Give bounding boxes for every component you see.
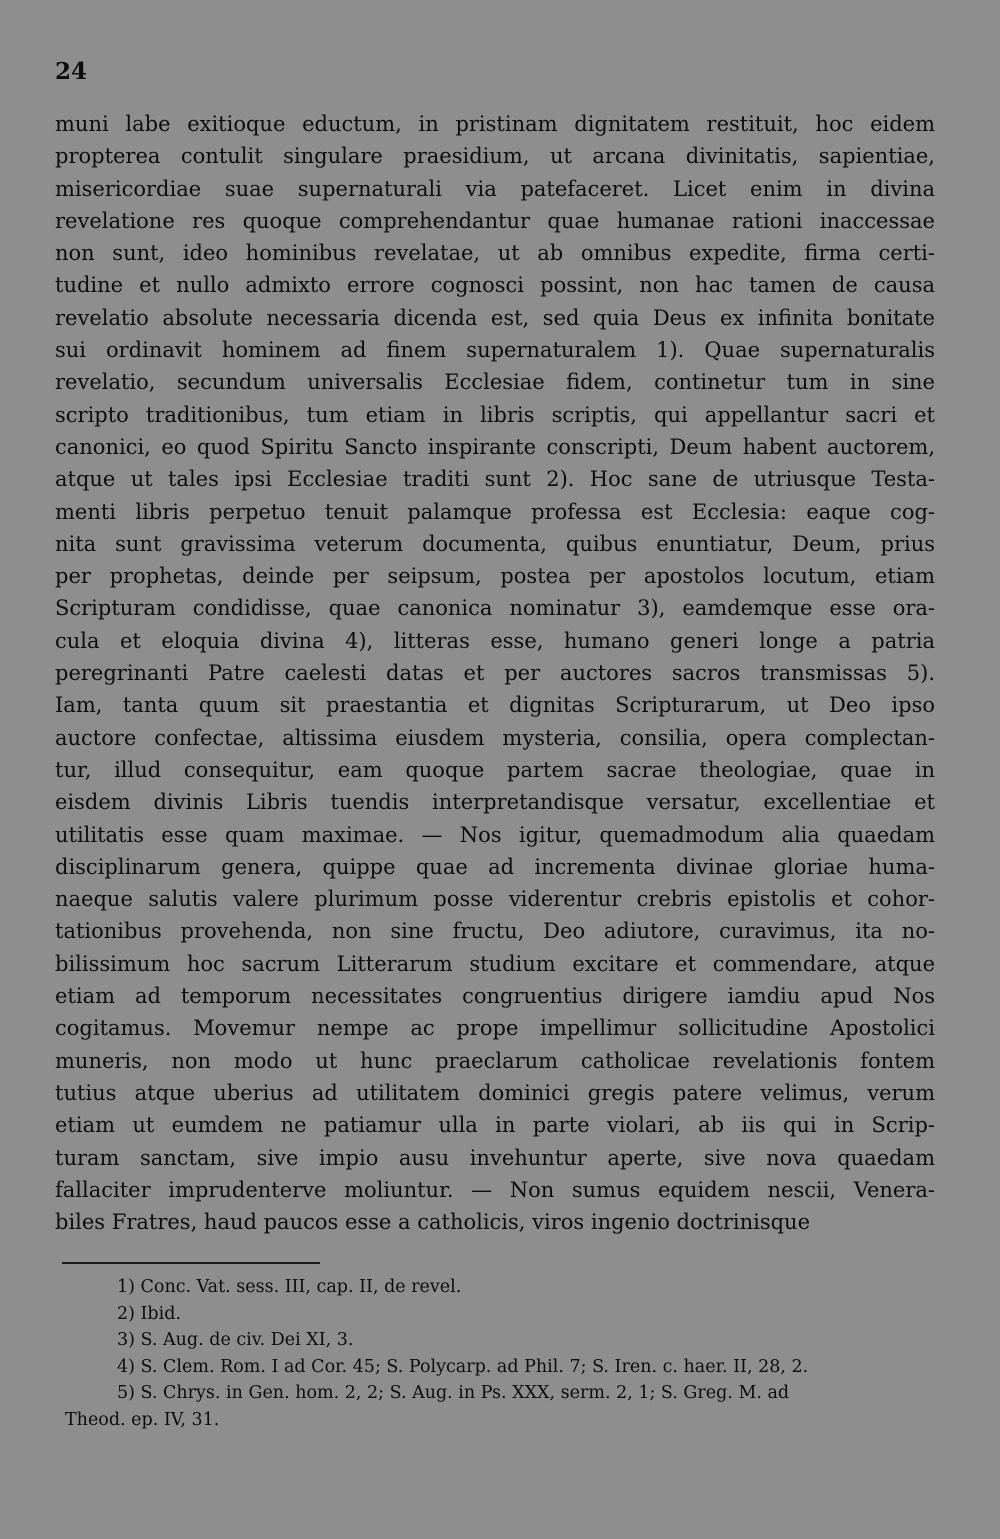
footnote-continuation: Theod. ep. IV, 31. bbox=[65, 1409, 220, 1430]
footnote: 1) Conc. Vat. sess. III, cap. II, de revel. bbox=[117, 1277, 462, 1297]
footnote-divider bbox=[62, 1262, 320, 1264]
text-line: tur, illud consequitur, eam quoque partem sacrae theologiae, quae in bbox=[55, 757, 935, 782]
text-line: muneris, non modo ut hunc praeclarum catholicae revelationis fontem bbox=[55, 1048, 935, 1073]
footnote: 4) S. Clem. Rom. I ad Cor. 45; S. Polycarp. ad Phil. 7; S. Iren. c. haer. II, 28, 2. bbox=[117, 1356, 809, 1377]
text-line: revelatio absolute necessaria dicenda est, sed quia Deus ex infinita bonitate bbox=[55, 305, 935, 330]
text-line: utilitatis esse quam maximae. — Nos igitur, quemadmodum alia quaedam bbox=[55, 822, 935, 847]
text-line: misericordiae suae supernaturali via patefaceret. Licet enim in divina bbox=[55, 176, 935, 201]
text-line: atque ut tales ipsi Ecclesiae traditi sunt 2). Hoc sane de utriusque Testa- bbox=[55, 467, 935, 492]
text-line: sui ordinavit hominem ad finem supernaturalem 1). Quae supernaturalis bbox=[55, 338, 935, 363]
text-line: tutius atque uberius ad utilitatem dominici gregis patere velimus, verum bbox=[55, 1080, 935, 1105]
text-line: Scripturam condidisse, quae canonica nominatur 3), eamdemque esse ora- bbox=[55, 596, 935, 621]
text-line: naeque salutis valere plurimum posse viderentur crebris epistolis et cohor- bbox=[55, 887, 935, 912]
text-line: auctore confectae, altissima eiusdem mysteria, consilia, opera complectan- bbox=[55, 725, 935, 750]
text-line: fallaciter imprudenterve moliuntur. — Non sumus equidem nescii, Venera- bbox=[55, 1177, 935, 1202]
text-line: revelatio, secundum universalis Ecclesiae fidem, continetur tum in sine bbox=[55, 370, 935, 395]
text-line: tudine et nullo admixto errore cognosci possint, non hac tamen de causa bbox=[55, 273, 935, 298]
footnote: 5) S. Chrys. in Gen. hom. 2, 2; S. Aug. in Ps. XXX, serm. 2, 1; S. Greg. M. ad bbox=[117, 1383, 790, 1403]
text-line: non sunt, ideo hominibus revelatae, ut ab omnibus expedite, firma certi- bbox=[55, 241, 935, 266]
text-line: Iam, tanta quum sit praestantia et dignitas Scripturarum, ut Deo ipso bbox=[55, 693, 935, 718]
text-line: per prophetas, deinde per seipsum, postea per apostolos locutum, etiam bbox=[55, 564, 935, 589]
footnote: 3) S. Aug. de civ. Dei XI, 3. bbox=[117, 1330, 354, 1350]
footnotes bbox=[65, 1274, 945, 1433]
text-line: disciplinarum genera, quippe quae ad incrementa divinae gloriae huma- bbox=[55, 854, 935, 879]
text-line: canonici, eo quod Spiritu Sancto inspirante conscripti, Deum habent auctorem, bbox=[55, 434, 935, 459]
text-line: peregrinanti Patre caelesti datas et per auctores sacros transmissas 5). bbox=[55, 661, 935, 686]
text-line: cogitamus. Movemur nempe ac prope impellimur sollicitudine Apostolici bbox=[55, 1016, 935, 1041]
text-line: eisdem divinis Libris tuendis interpretandisque versatur, excellentiae et bbox=[55, 790, 935, 815]
text-line: bilissimum hoc sacrum Litterarum studium excitare et commendare, atque bbox=[55, 951, 935, 976]
text-line: revelatione res quoque comprehendantur quae humanae rationi inaccessae bbox=[55, 208, 935, 233]
text-line: scripto traditionibus, tum etiam in libris scriptis, qui appellantur sacri et bbox=[55, 402, 935, 427]
text-line: propterea contulit singulare praesidium, ut arcana divinitatis, sapientiae, bbox=[55, 144, 935, 169]
text-line: menti libris perpetuo tenuit palamque professa est Ecclesia: eaque cog- bbox=[55, 499, 935, 524]
footnote: 2) Ibid. bbox=[117, 1303, 182, 1324]
text-line: tationibus provehenda, non sine fructu, Deo adiutore, curavimus, ita no- bbox=[55, 919, 935, 944]
text-line: nita sunt gravissima veterum documenta, quibus enuntiatur, Deum, prius bbox=[55, 531, 935, 556]
text-line: etiam ad temporum necessitates congruentius dirigere iamdiu apud Nos bbox=[55, 984, 935, 1009]
text-line: turam sanctam, sive impio ausu invehuntur aperte, sive nova quaedam bbox=[55, 1145, 935, 1170]
text-line: muni labe exitioque eductum, in pristinam dignitatem restituit, hoc eidem bbox=[55, 112, 935, 136]
text-line: biles Fratres, haud paucos esse a catholicis, viros ingenio doctrinisque bbox=[55, 1210, 810, 1235]
body-text bbox=[55, 108, 935, 1238]
text-line: cula et eloquia divina 4), litteras esse, humano generi longe a patria bbox=[55, 628, 935, 653]
text-line: etiam ut eumdem ne patiamur ulla in parte violari, ab iis qui in Scrip- bbox=[55, 1113, 935, 1138]
page-number: 24 bbox=[55, 58, 88, 85]
